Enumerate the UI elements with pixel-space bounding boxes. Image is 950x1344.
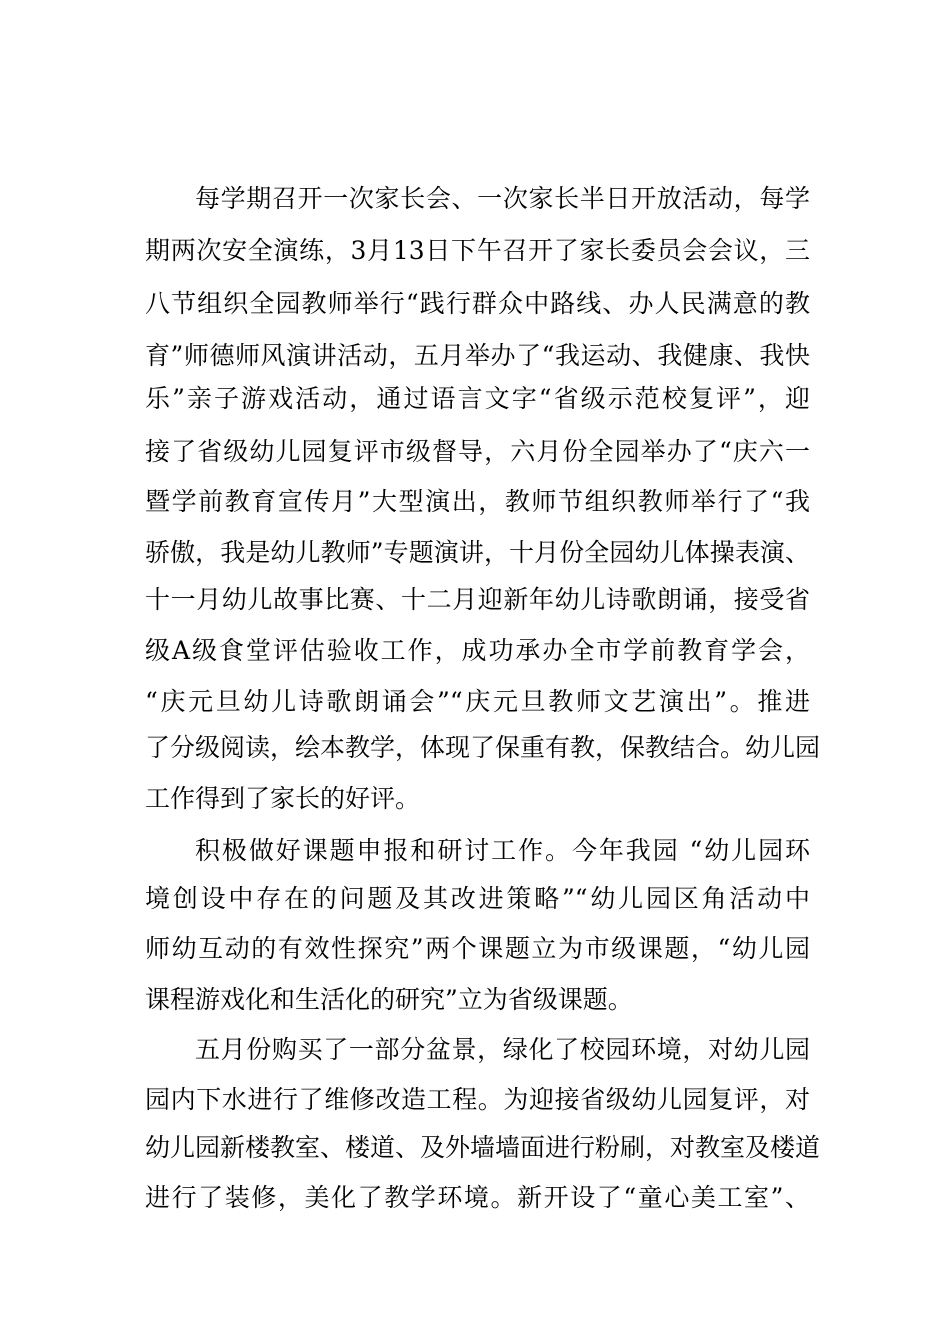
paragraph-1-line-2: 期两次安全演练，3月13日下午召开了家长委员会会议，三 [145,236,810,265]
paragraph-1-line-12: 了分级阅读，绘本教学，体现了保重有教，保教结合。幼儿园 [145,733,821,762]
paragraph-2-line-3: 师幼互动的有效性探究”两个课题立为市级课题，“幼儿园 [145,934,810,963]
paragraph-1-line-8: 骄傲，我是幼儿教师”专题演讲，十月份全园幼儿体操表演、 [145,538,810,567]
paragraph-1-line-10: 级A级食堂评估验收工作，成功承办全市学前教育学会， [145,636,810,665]
paragraph-1-line-5: 乐”亲子游戏活动，通过语言文字“省级示范校复评”，迎 [145,384,810,413]
paragraph-3-line-2: 园内下水进行了维修改造工程。为迎接省级幼儿园复评，对 [145,1085,810,1114]
paragraph-1-line-7: 暨学前教育宣传月”大型演出，教师节组织教师举行了“我 [145,487,810,516]
paragraph-2-line-4: 课程游戏化和生活化的研究”立为省级课题。 [145,985,633,1014]
paragraph-1-line-11: “庆元旦幼儿诗歌朗诵会”“庆元旦教师文艺演出”。推进 [145,687,811,716]
paragraph-1-line-9: 十一月幼儿故事比赛、十二月迎新年幼儿诗歌朗诵，接受省 [145,585,810,614]
paragraph-1-line-13: 工作得到了家长的好评。 [145,784,421,813]
paragraph-1-line-3: 八节组织全园教师举行“践行群众中路线、办人民满意的教 [145,289,810,318]
paragraph-1-line-1: 每学期召开一次家长会、一次家长半日开放活动，每学 [195,184,810,213]
paragraph-2-line-2: 境创设中存在的问题及其改进策略”“幼儿园区角活动中 [145,884,810,913]
paragraph-1-line-4: 育”师德师风演讲活动，五月举办了“我运动、我健康、我快 [145,341,810,370]
paragraph-3-line-1: 五月份购买了一部分盆景，绿化了校园环境，对幼儿园 [195,1035,810,1064]
paragraph-3-line-3: 幼儿园新楼教室、楼道、及外墙墙面进行粉刷，对教室及楼道 [145,1133,821,1162]
paragraph-3-line-4: 进行了装修，美化了教学环境。新开设了“童心美工室”、 [145,1183,810,1212]
paragraph-2-line-1: 积极做好课题申报和研讨工作。今年我园 “幼儿园环 [195,836,810,865]
paragraph-1-line-6: 接了省级幼儿园复评市级督导，六月份全园举办了“庆六一 [145,437,810,466]
